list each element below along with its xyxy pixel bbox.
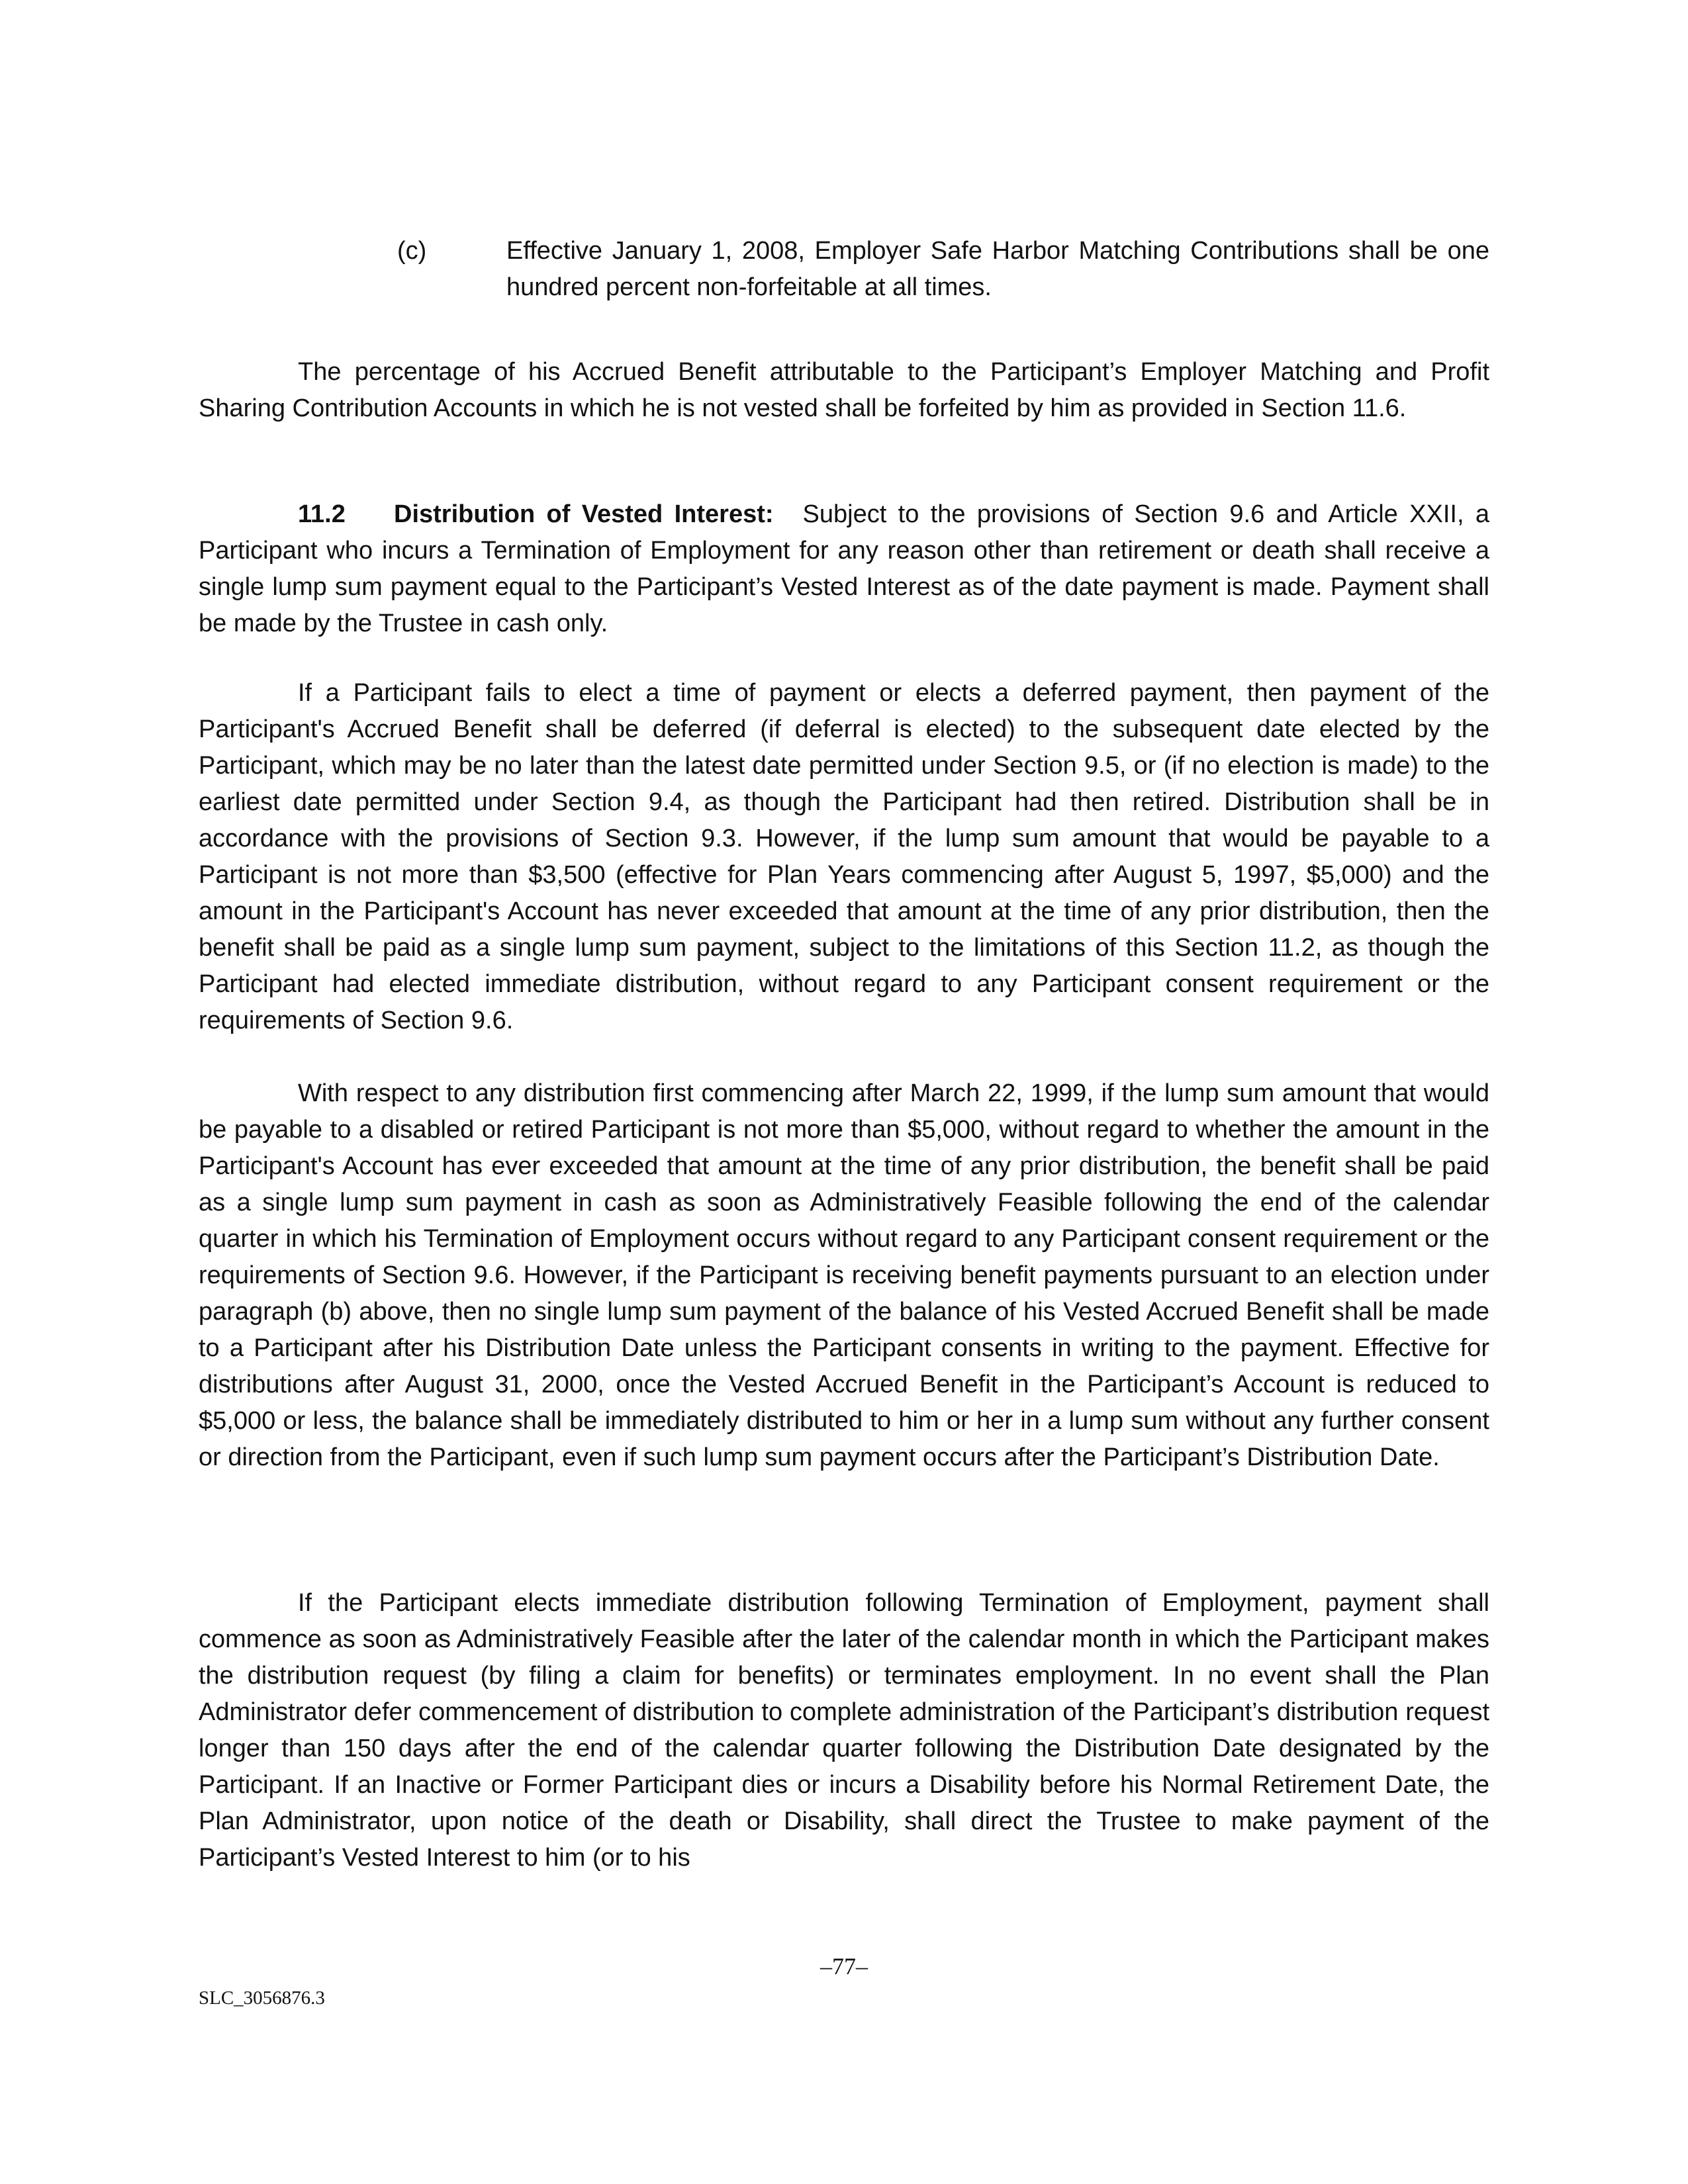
section-11-2 [199, 496, 1489, 642]
list-item-label: (c) [397, 237, 427, 265]
section-title: Distribution of Vested Interest: [394, 500, 774, 528]
paragraph-text: If a Participant fails to elect a time of payment or elects a deferred payment, then payment of the Participant's Accrued Benefit shall be deferred (if deferral is elected) to the subsequent date elected by the Participant, which may be no later than the latest date permitted under Section 9.5, or (if no election is made) to the earliest date permitted under Section 9.4, as though the Participant had then retired. Distribution shall be in accordance with the provisions of Section 9.3. However, if the lump sum amount that would be payable to a Participant is not more than $3,500 (effective for Plan Years commencing after August 5, 1997, $5,000) and the amount in the Participant's Account has never exceeded that amount at the time of any prior distribution, then the benefit shall be paid as a single lump sum payment, subject to the limitations of this Section 11.2, as though the Participant had elected immediate distribution, without regard to any Participant consent requirement or the requirements of Section 9.6. [199, 679, 1489, 1034]
page-number: –77– [820, 1953, 868, 1979]
paragraph-text: If the Participant elects immediate distribution following Termination of Employment, payment shall commence as soon as Administratively Feasible after the later of the calendar month in which the Participant makes the distribution request (by filing a claim for benefits) or terminates employment. In no event shall the Plan Administrator defer commencement of distribution to complete administration of the Participant’s distribution request longer than 150 days after the end of the calendar quarter following the Distribution Date designated by the Participant. If an Inactive or Former Participant dies or incurs a Disability before his Normal Retirement Date, the Plan Administrator, upon notice of the death or Disability, shall direct the Trustee to make payment of the Participant’s Vested Interest to him (or to his [199, 1589, 1489, 1872]
section-text: Subject to the provisions of Section 9.6 and Article XXII, a Participant who incurs a Termination of Employment for any reason other than retirement or death shall receive a single lump sum payment equal to the Participant’s Vested Interest as of the date payment is made. Payment shall be made by the Trustee in cash only. [199, 500, 1490, 637]
paragraph-deferred-payment [199, 675, 1489, 1039]
document-id: SLC_3056876.3 [199, 1987, 325, 2009]
list-item-c [397, 233, 1489, 306]
paragraph-text: With respect to any distribution first commencing after March 22, 1999, if the lump sum amount that would be payable to a disabled or retired Participant is not more than $5,000, without regard to whether the amount in the Participant's Account has ever exceeded that amount at the time of any prior distribution, the benefit shall be paid as a single lump sum payment in cash as soon as Administratively Feasible following the end of the calendar quarter in which his Termination of Employment occurs without regard to any Participant consent requirement or the requirements of Section 9.6. However, if the Participant is receiving benefit payments pursuant to an election under paragraph (b) above, then no single lump sum payment of the balance of his Vested Accrued Benefit shall be made to a Participant after his Distribution Date unless the Participant consents in writing to the payment. Effective for distributions after August 31, 2000, once the Vested Accrued Benefit in the Participant’s Account is reduced to $5,000 or less, the balance shall be immediately distributed to him or her in a lump sum without any further consent or direction from the Participant, even if such lump sum payment occurs after the Participant’s Distribution Date. [199, 1079, 1489, 1471]
paragraph-text: The percentage of his Accrued Benefit attributable to the Participant’s Employer Matching and Profit Sharing Contribution Accounts in which he is not vested shall be forfeited by him as provided in Section 11.6. [199, 358, 1489, 422]
paragraph-immediate-distribution [199, 1585, 1489, 1876]
paragraph-forfeiture [199, 354, 1489, 427]
section-number: 11.2 [298, 500, 346, 528]
list-item-text: Effective January 1, 2008, Employer Safe Harbor Matching Contributions shall be one hundred percent non-forfeitable at all times. [506, 237, 1489, 301]
paragraph-march-1999 [199, 1075, 1489, 1476]
